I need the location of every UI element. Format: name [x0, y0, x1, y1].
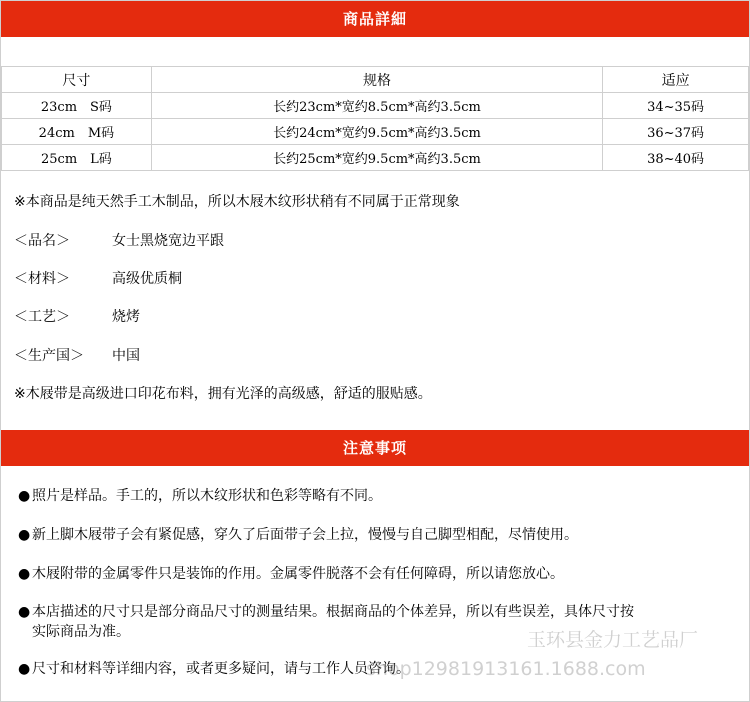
material-value: 高级优质桐: [112, 271, 182, 287]
craft-row: [14, 306, 140, 326]
spec-cell: 长约24cm*宽约9.5cm*高约3.5cm: [151, 119, 602, 145]
column-header-size: 尺寸: [2, 67, 152, 93]
bullet-icon: ●: [18, 604, 31, 620]
size-cell: 23cm S码: [2, 93, 152, 119]
table-row: [2, 119, 749, 145]
notice-text: 本店描述的尺寸只是部分商品尺寸的测量结果。根据商品的个体差异，所以有些误差，具体尺寸按: [32, 604, 634, 620]
bullet-icon: ●: [18, 488, 31, 504]
handmade-note: ※本商品是纯天然手工木制品，所以木屐木纹形状稍有不同属于正常现象: [14, 194, 460, 210]
notice-item: [18, 564, 564, 584]
notice-text: 照片是样品。手工的，所以木纹形状和色彩等略有不同。: [32, 488, 382, 504]
size-cell: 25cm L码: [2, 145, 152, 171]
table-header-row: [2, 67, 749, 93]
notice-item: [18, 525, 578, 545]
notice-banner: 注意事项: [1, 430, 749, 466]
product-name-row: [14, 230, 224, 250]
spec-cell: 长约23cm*宽约8.5cm*高约3.5cm: [151, 93, 602, 119]
table-row: [2, 93, 749, 119]
craft-value: 烧烤: [112, 309, 140, 325]
fit-cell: 34~35码: [603, 93, 749, 119]
bullet-icon: ●: [18, 527, 31, 543]
product-name-value: 女士黑烧宽边平跟: [112, 233, 224, 249]
bullet-icon: ●: [18, 661, 31, 677]
spec-cell: 长约25cm*宽约9.5cm*高约3.5cm: [151, 145, 602, 171]
notice-item: [18, 659, 410, 679]
origin-value: 中国: [112, 348, 140, 364]
watermark-url: shop12981913161.1688.com: [366, 658, 646, 680]
column-header-fit: 适应: [603, 67, 749, 93]
table-row: [2, 145, 749, 171]
notice-text: 尺寸和材料等详细内容，或者更多疑问，请与工作人员咨询。: [32, 661, 410, 677]
notice-text-continued: 实际商品为准。: [32, 624, 130, 640]
craft-label: ＜工艺＞: [14, 309, 70, 325]
strap-note: ※木屐带是高级进口印花布料，拥有光泽的高级感，舒适的服贴感。: [14, 386, 432, 402]
bullet-icon: ●: [18, 566, 31, 582]
origin-row: [14, 345, 140, 365]
watermark-company: 玉环县金力工艺品厂: [527, 629, 699, 651]
fit-cell: 36~37码: [603, 119, 749, 145]
notice-text: 木屐附带的金属零件只是装饰的作用。金属零件脱落不会有任何障碍，所以请您放心。: [32, 566, 564, 582]
product-name-label: ＜品名＞: [14, 233, 70, 249]
column-header-spec: 规格: [151, 67, 602, 93]
blank-row: [1, 37, 749, 67]
notice-item: [18, 486, 382, 506]
size-table: [1, 66, 749, 171]
material-row: [14, 268, 182, 288]
origin-label: ＜生产国＞: [14, 348, 84, 364]
size-cell: 24cm M码: [2, 119, 152, 145]
product-details-banner: 商品詳細: [1, 1, 749, 37]
notice-text: 新上脚木屐带子会有紧促感，穿久了后面带子会上拉，慢慢与自己脚型相配，尽情使用。: [32, 527, 578, 543]
material-label: ＜材料＞: [14, 271, 70, 287]
fit-cell: 38~40码: [603, 145, 749, 171]
